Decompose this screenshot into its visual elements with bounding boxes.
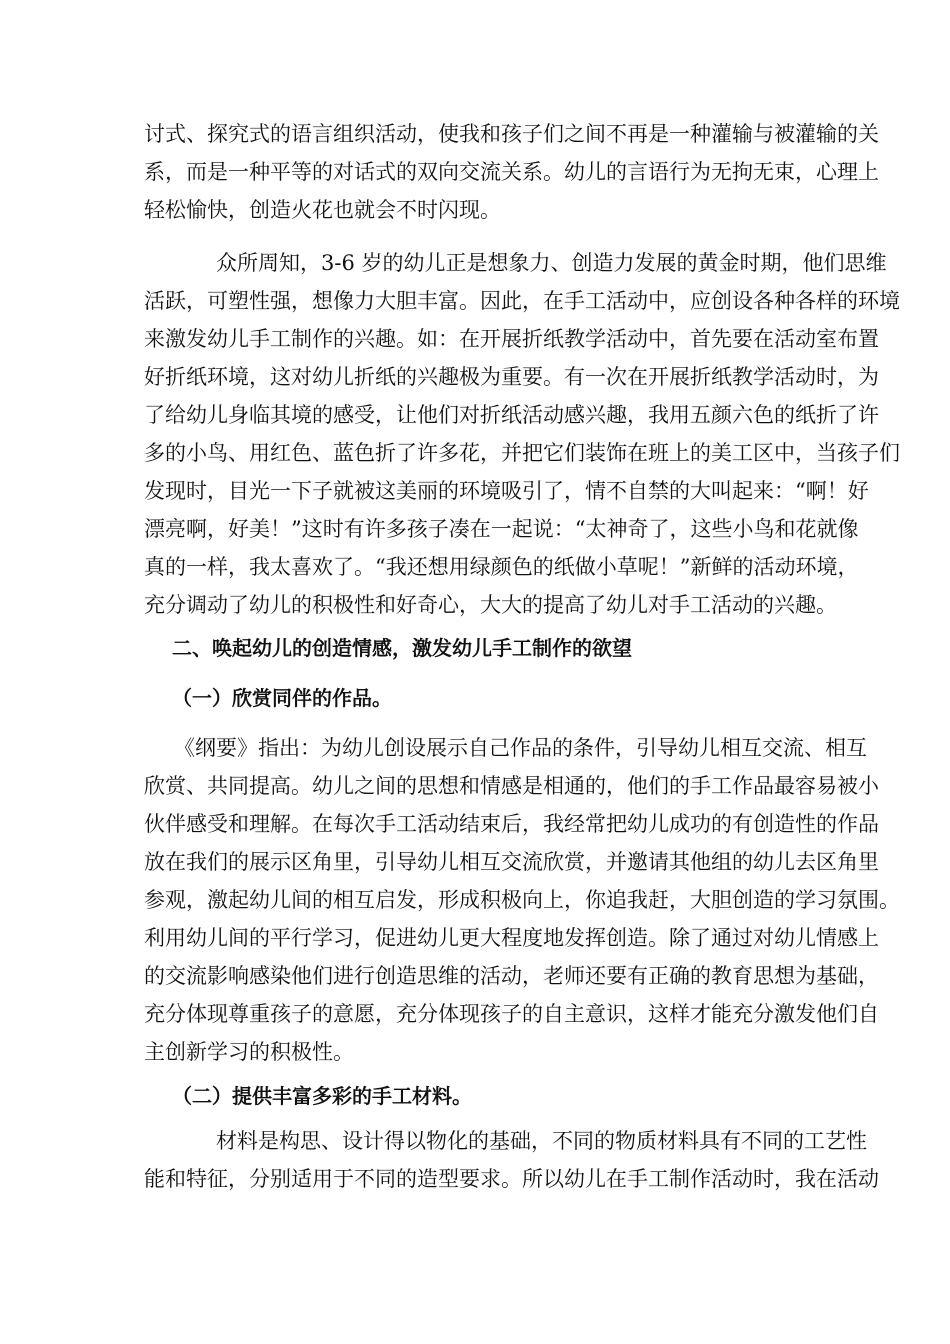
paragraph-line: 好折纸环境，这对幼儿折纸的兴趣极为重要。有一次在开展折纸教学活动时，为 (144, 365, 879, 389)
paragraph-line: 讨式、探究式的语言组织活动，使我和孩子们之间不再是一种灌输与被灌输的关 (144, 122, 879, 146)
paragraph-line: 了给幼儿身临其境的感受，让他们对折纸活动感兴趣，我用五颜六色的纸折了许 (144, 403, 879, 427)
paragraph-line: 来激发幼儿手工制作的兴趣。如：在开展折纸教学活动中，首先要在活动室布置 (144, 327, 879, 351)
paragraph-line: 系，而是一种平等的对话式的双向交流关系。幼儿的言语行为无拘无束，心理上 (144, 160, 879, 184)
paragraph-line: 活跃，可塑性强，想像力大胆丰富。因此，在手工活动中，应创设各种各样的环境 (144, 289, 900, 313)
paragraph-line: 的交流影响感染他们进行创造思维的活动，老师还要有正确的教育思想为基础， (144, 964, 879, 988)
paragraph-line: 放在我们的展示区角里，引导幼儿相互交流欣赏，并邀请其他组的幼儿去区角里 (144, 850, 879, 874)
paragraph-line: 发现时，目光一下子就被这美丽的环境吸引了，情不自禁的大叫起来：“啊！好 (144, 479, 869, 503)
paragraph-line: 漂亮啊，好美！”这时有许多孩子凑在一起说：“太神奇了，这些小鸟和花就像 (144, 517, 859, 541)
subsection-heading: （二）提供丰富多彩的手工材料。 (172, 1084, 472, 1108)
paragraph-line: 充分体现尊重孩子的意愿，充分体现孩子的自主意识，这样才能充分激发他们自 (144, 1002, 879, 1026)
paragraph-line: 《纲要》指出：为幼儿创设展示自己作品的条件，引导幼儿相互交流、相互 (174, 736, 867, 760)
paragraph-line: 真的一样，我太喜欢了。“我还想用绿颜色的纸做小草呢！”新鲜的活动环境， (144, 555, 859, 579)
section-heading: 二、唤起幼儿的创造情感，激发幼儿手工制作的欲望 (172, 636, 632, 660)
paragraph-3 (144, 729, 900, 1071)
paragraph-line: 轻松愉快，创造火花也就会不时闪现。 (144, 198, 501, 222)
paragraph-line: 欣赏、共同提高。幼儿之间的思想和情感是相通的，他们的手工作品最容易被小 (144, 774, 879, 798)
paragraph-line: 能和特征，分别适用于不同的造型要求。所以幼儿在手工制作活动时，我在活动 (144, 1167, 879, 1191)
paragraph-line: 众所周知，3-6 岁的幼儿正是想象力、创造力发展的黄金时期，他们思维 (216, 251, 887, 275)
paragraph-line: 材料是构思、设计得以物化的基础，不同的物质材料具有不同的工艺性 (216, 1129, 867, 1153)
paragraph-line: 充分调动了幼儿的积极性和好奇心，大大的提高了幼儿对手工活动的兴趣。 (144, 593, 837, 617)
paragraph-line: 参观，激起幼儿间的相互启发，形成积极向上，你追我赶，大胆创造的学习氛围。 (144, 888, 900, 912)
paragraph-line: 利用幼儿间的平行学习，促进幼儿更大程度地发挥创造。除了通过对幼儿情感上 (144, 926, 879, 950)
subsection-heading: （一）欣赏同伴的作品。 (172, 686, 392, 710)
paragraph-4 (144, 1122, 879, 1198)
paragraph-1 (144, 115, 879, 229)
paragraph-line: 伙伴感受和理解。在每次手工活动结束后，我经常把幼儿成功的有创造性的作品 (144, 812, 879, 836)
paragraph-2 (144, 244, 900, 624)
paragraph-line: 多的小鸟、用红色、蓝色折了许多花，并把它们装饰在班上的美工区中，当孩子们 (144, 441, 900, 465)
paragraph-line: 主创新学习的积极性。 (144, 1040, 354, 1064)
